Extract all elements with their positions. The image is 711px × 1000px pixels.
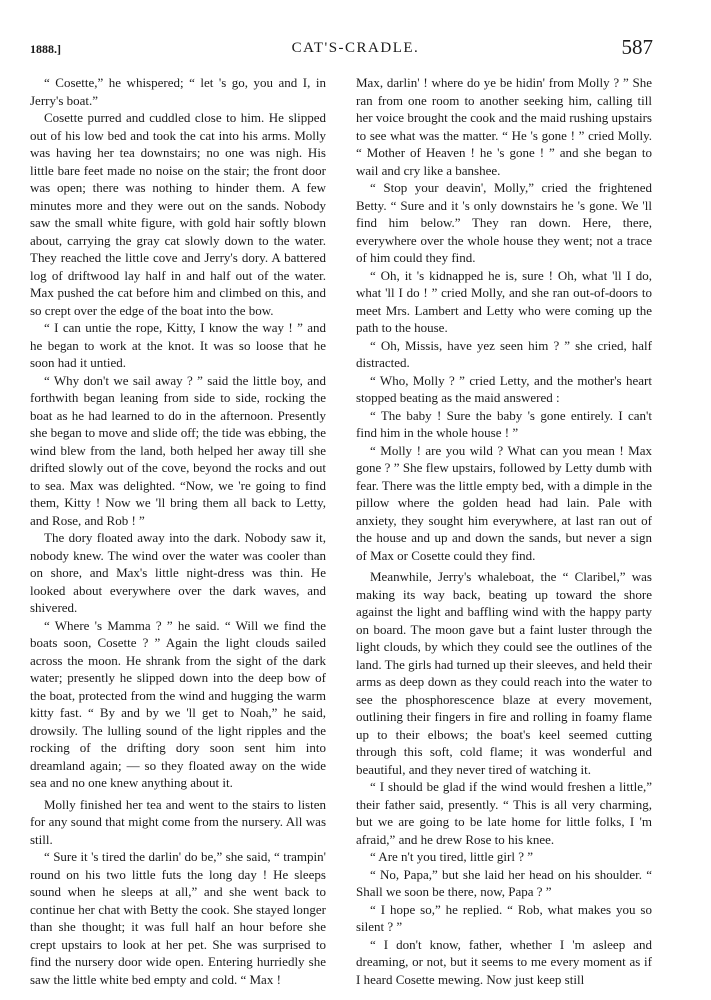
paragraph: “ Stop your deavin', Molly,” cried the frightened Betty. “ Sure and it 's only downstairs he 's gone. We 'll find him below.” They ran down. Here, there, everywhere over the whole house they went; not a trace of him could they find. bbox=[356, 180, 652, 265]
paragraph: “ Cosette,” he whispered; “ let 's go, you and I, in Jerry's boat.” bbox=[30, 75, 326, 108]
page-number: 587 bbox=[621, 35, 653, 59]
paragraph: “ The baby ! Sure the baby 's gone entirely. I can't find him in the whole house ! ” bbox=[356, 407, 652, 440]
paragraph: “ Why don't we sail away ? ” said the little boy, and forthwith began leaning from side to side, rocking the boat as he had learned to do in the afternoon. Presently she began to move and slide off; the tide was ebbing, the wind blew from the land, both helped her away till she drifted slowly out of the cove, beyond the rocks and out to sea. Max was delighted. “Now, we 're going to find them, Kitty ! Now we 'll bring them all back to Letty, and Rose, and Rob ! ” bbox=[30, 372, 326, 528]
paragraph: “ I can untie the rope, Kitty, I know the way ! ” and he began to work at the knot. It was so loose that he soon had it untied. bbox=[30, 320, 326, 370]
paragraph: “ No, Papa,” but she laid her head on his shoulder. “ Shall we soon be there, now, Papa ? ” bbox=[356, 866, 652, 899]
running-head-date: 1888.] bbox=[30, 42, 61, 56]
paragraph: “ Molly ! are you wild ? What can you mean ! Max gone ? ” She flew upstairs, followed by Letty dumb with fear. There was the little empty bed, with a dimple in the pillow where the golden head had lain. Pale with anxiety, they sought him everywhere, at last ran out of the house and up and down the sands, but never a sign of Max or Cosette could they find. bbox=[356, 442, 652, 563]
running-head-title: CAT'S-CRADLE. bbox=[291, 40, 420, 56]
paragraph: “ Sure it 's tired the darlin' do be,” she said, “ trampin' round on his two little futs the long day ! He sleeps sound when he sleeps at all,” and she went back to continue her chat with Betty the cook. She stayed longer than she thought; it was full half an hour before she crept upstairs to look at her pet. She was surprised to find the nursery door wide open. Entering hurriedly she saw the little white bed empty and cold. “ Max ! bbox=[30, 849, 326, 987]
paragraph: Cosette purred and cuddled close to him. He slipped out of his low bed and took the cat into his arms. Molly was having her tea downstairs; no one was nigh. His little bare feet made no noise on the stair; the front door was open; there was nothing to hinder them. A few minutes more and they were out on the sands. Nobody saw the small white figure, with gold hair softly blown about, carrying the gray cat slowly down to the water. They reached the little cove and Jerry's dory. A battered log of driftwood lay half in and half out of the water. Max pushed the cat before him and climbed on this, and so crept over the edge of the boat into the bow. bbox=[30, 110, 326, 318]
paragraph: “ I don't know, father, whether I 'm asleep and dreaming, or not, but it seems to me every moment as if I heard Cosette mewing. Now just keep still bbox=[356, 936, 652, 987]
left-column bbox=[30, 74, 326, 988]
paragraph: The dory floated away into the dark. Nobody saw it, nobody knew. The wind over the water was cooler than on shore, and Max's little night-dress was thin. He looked about everywhere over the dark waves, and shivered. bbox=[30, 530, 326, 615]
paragraph: Meanwhile, Jerry's whaleboat, the “ Claribel,” was making its way back, beating up toward the shore against the light and baffling wind with the happy party on board. The moon gave but a faint luster through the light clouds, by which they could see the outlines of the land. The girls had turned up their sleeves, and held their arms as deep down as they could reach into the water to see the phosphorescence blaze at every movement, outlining their fingers in fire and rolling in foamy flame up to their elbows; the boat's keel seemed cutting through this soft, cold flame; it was wonderful and beautiful, and they never tired of watching it. bbox=[356, 569, 652, 777]
paragraph: “ Oh, it 's kidnapped he is, sure ! Oh, what 'll I do, what 'll I do ! ” cried Molly, and she ran out-of-doors to meet Mrs. Lambert and Letty who were coming up the path to the house. bbox=[356, 267, 652, 335]
paragraph: Molly finished her tea and went to the stairs to listen for any sound that might come from the nursery. All was still. bbox=[30, 796, 326, 847]
paragraph: “ Are n't you tired, little girl ? ” bbox=[370, 849, 533, 864]
paragraph: “ I should be glad if the wind would freshen a little,” their father said, presently. “ This is all very charming, but we are going to be late home for little folks, I 'm afraid,” and he drew Rose to his knee. bbox=[356, 779, 652, 847]
paragraph: Max, darlin' ! where do ye be hidin' from Molly ? ” She ran from one room to another seeking him, calling till her voice brought the cook and the maid rushing upstairs to see what was the matter. “ He 's gone ! ” cried Molly. “ Mother of Heaven ! he 's gone ! ” and she began to wail and cry like a banshee. bbox=[356, 75, 652, 178]
paragraph: “ Who, Molly ? ” cried Letty, and the mother's heart stopped beating as the maid answered : bbox=[356, 372, 652, 405]
paragraph: “ I hope so,” he replied. “ Rob, what makes you so silent ? ” bbox=[356, 901, 652, 934]
right-column bbox=[356, 74, 652, 988]
paragraph: “ Where 's Mamma ? ” he said. “ Will we find the boats soon, Cosette ? ” Again the light clouds sailed across the moon. He shrank from the sight of the dark water; presently he slipped down into the deep bow of the boat, protected from the wind and hugging the warm kitty fast. “ By and by we 'll get to Noah,” he said, drowsily. The lulling sound of the light ripples and the rocking of the drifting dory soon sent him into dreamland again; — so they floated away on the wide sea and no one knew anything about it. bbox=[30, 617, 326, 790]
paragraph: “ Oh, Missis, have yez seen him ? ” she cried, half distracted. bbox=[356, 337, 652, 370]
